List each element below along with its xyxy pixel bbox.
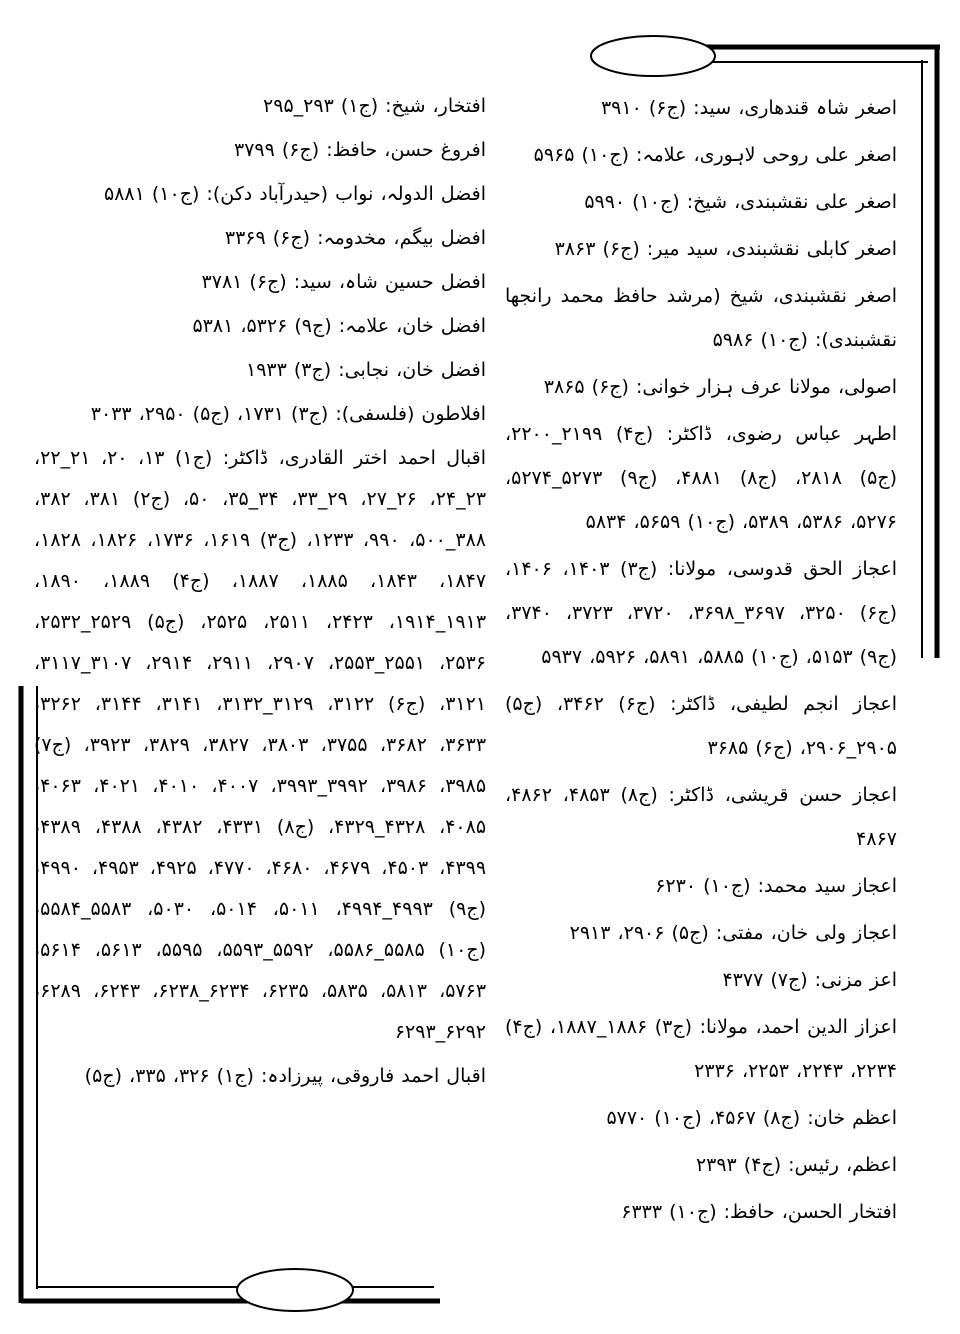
index-entry: افضل خان، نجابی: (ج۳) ۱۹۳۳: [245, 359, 486, 381]
index-entry: اصغر علی نقشبندی، شیخ: (ج۱۰) ۵۹۹۰: [584, 191, 897, 213]
index-entry: اعجاز ولی خان، مفتی: (ج۵) ۲۹۰۶، ۲۹۱۳: [569, 922, 897, 944]
index-entry: اعجاز الحق قدوسی، مولانا: (ج۳) ۱۴۰۳، ۱۴۰۶، (ج۶) ۳۲۵۰، ۳۶۹۷_۳۶۹۸، ۳۷۲۰، ۳۷۲۳، ۳۷۴۰، (ج۹) ۵۱۵۳، (ج۱۰) ۵۸۸۵، ۵۸۹۱، ۵۹۲۶، ۵۹۳۷: [505, 558, 898, 668]
index-entry: اعجاز انجم لطیفی، ڈاکٹر: (ج۶) ۳۴۶۲، (ج۵) ۲۹۰۵_۲۹۰۶، (ج۶) ۳۶۸۵: [505, 693, 898, 759]
index-entry: اطہر عباس رضوی، ڈاکٹر: (ج۴) ۲۱۹۹_۲۲۰۰، (ج۵) ۲۸۱۸، (ج۸) ۴۸۸۱، (ج۹) ۵۲۷۳_۵۲۷۴، ۵۲۷۶، ۵۳۸۶، ۵۳۸۹، (ج۱۰) ۵۶۵۹، ۵۸۳۴: [505, 423, 898, 533]
index-entry: افضل خان، علامہ: (ج۹) ۵۳۲۶، ۵۳۸۱: [192, 315, 486, 337]
index-entry: اعجاز سید محمد: (ج۱۰) ۶۲۳۰: [655, 875, 897, 897]
index-entry: اعجاز حسن قریشی، ڈاکٹر: (ج۸) ۴۸۵۳، ۴۸۶۲، ۴۸۶۷: [505, 784, 898, 850]
index-entry: اصغر علی روحی لاہوری، علامہ: (ج۱۰) ۵۹۶۵: [533, 144, 897, 166]
index-entry: اصغر کابلی نقشبندی، سید میر: (ج۶) ۳۸۶۳: [554, 238, 897, 260]
index-entry: اقبال احمد اختر القادری، ڈاکٹر: (ج۱) ۱۳، ۲۰، ۲۱_۲۲، ۲۳_۲۴، ۲۶_۲۷، ۲۹_۳۳، ۳۴_۳۵، ۵۰، (ج۲) ۳۸۱، ۳۸۲، ۳۸۸_۵۰۰، ۹۹۰، ۱۲۳۳، (ج۳) ۱۶۱۹، ۱۷۳۶، ۱۸۲۶، ۱۸۲۸، ۱۸۴۷، ۱۸۴۳، ۱۸۸۵، ۱۸۸۷، (ج۴) ۱۸۸۹، ۱۸۹۰، ۱۹۱۳_۱۹۱۴، ۲۴۲۳، ۲۵۱۱، ۲۵۲۵، (ج۵) ۲۵۲۹_۲۵۳۲، ۲۵۳۶، ۲۵۵۱_۲۵۵۳، ۲۹۰۷، ۲۹۱۱، ۲۹۱۴، ۳۱۰۷_۳۱۱۷، ۳۱۲۱، (ج۶) ۳۱۲۲، ۳۱۲۹_۳۱۳۲، ۳۱۴۱، ۳۱۴۴، ۳۲۶۲، ۳۶۳۳، ۳۶۸۲، ۳۷۵۵، ۳۸۰۳، ۳۸۲۷، ۳۸۲۹، ۳۹۲۳، (ج۷) ۳۹۸۵، ۳۹۸۶، ۳۹۹۲_۳۹۹۳، ۴۰۰۷، ۴۰۱۰، ۴۰۲۱، ۴۰۶۳، ۴۰۸۵، ۴۳۲۸_۴۳۲۹، (ج۸) ۴۳۳۱، ۴۳۸۲، ۴۳۸۸، ۴۳۸۹، ۴۳۹۹، ۴۵۰۳، ۴۶۷۹، ۴۶۸۰، ۴۷۷۰، ۴۹۲۵، ۴۹۵۳، ۴۹۹۰، (ج۹) ۴۹۹۳_۴۹۹۴، ۵۰۱۱، ۵۰۱۴، ۵۰۳۰، ۵۵۸۳_۵۵۸۴، (ج۱۰) ۵۵۸۵_۵۵۸۶، ۵۵۹۲_۵۵۹۳، ۵۵۹۵، ۵۶۱۳، ۵۶۱۴، ۵۷۶۳، ۵۸۱۳، ۵۸۳۵، ۶۲۳۵، ۶۲۳۴_۶۲۳۸، ۶۲۴۳، ۶۲۸۹، ۶۲۹۲_۶۲۹۳: [34, 447, 487, 1043]
index-column-right: [505, 86, 897, 1234]
index-entry: اصغر نقشبندی، شیخ (مرشد حافظ محمد رانجھا نقشبندی): (ج۱۰) ۵۹۸۶: [505, 285, 897, 351]
index-entry: افضل حسین شاہ، سید: (ج۶) ۳۷۸۱: [201, 271, 486, 293]
top-oval-ornament: [591, 36, 715, 76]
index-entry: اعظم، رئیس: (ج۴) ۲۳۹۳: [695, 1154, 897, 1176]
index-entry: اقبال احمد فاروقی، پیرزادہ: (ج۱) ۳۲۶، ۳۳۵، (ج۵): [84, 1065, 486, 1087]
index-entry: افروغ حسن، حافظ: (ج۶) ۳۷۹۹: [234, 139, 486, 161]
index-entry: افلاطون (فلسفی): (ج۳) ۱۷۳۱، (ج۵) ۲۹۵۰، ۳۰۳۳: [90, 403, 486, 425]
index-entry: افضل الدولہ، نواب (حیدرآباد دکن): (ج۱۰) ۵۸۸۱: [104, 183, 486, 205]
index-entry: اصولی، مولانا عرف ہزار خوانی: (ج۶) ۳۸۶۵: [543, 376, 897, 398]
index-column-left: [34, 86, 486, 1097]
index-entry: افضل بیگم، مخدومہ: (ج۶) ۳۳۶۹: [224, 227, 486, 249]
index-entry: افتخار، شیخ: (ج۱) ۲۹۳_۲۹۵: [263, 95, 486, 117]
index-entry: اعزاز الدین احمد، مولانا: (ج۳) ۱۸۸۶_۱۸۸۷، (ج۴) ۲۲۳۴، ۲۲۴۳، ۲۲۵۳، ۲۳۳۶: [505, 1016, 898, 1082]
index-entry: اعز مزنی: (ج۷) ۴۳۷۷: [722, 969, 897, 991]
index-entry: اصغر شاہ قندھاری، سید: (ج۶) ۳۹۱۰: [600, 97, 897, 119]
index-entry: اعظم خان: (ج۸) ۴۵۶۷، (ج۱۰) ۵۷۷۰: [606, 1107, 897, 1129]
index-entry: افتخار الحسن، حافظ: (ج۱۰) ۶۳۳۳: [621, 1201, 897, 1223]
bottom-oval-ornament: [237, 1269, 353, 1311]
